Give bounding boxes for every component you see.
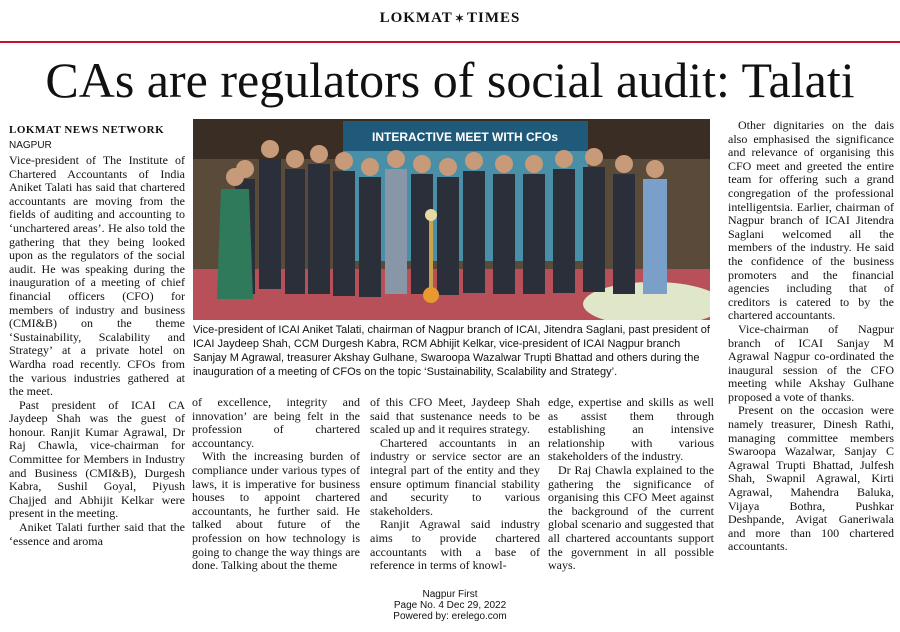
masthead-logo (0, 10, 900, 27)
masthead-emblem-icon: ✶ (454, 13, 466, 25)
event-photo (193, 119, 710, 320)
paragraph: Vice-chairman of Nagpur branch of ICAI Sanjay M Agrawal Nagpur co-ordinated the inaugural session of the CFO meeting while Akshay Gulhane proposed a vote of thanks. (728, 321, 894, 404)
article-column-2 (192, 396, 360, 573)
paragraph: edge, expertise and skills as well as assist them through establishing an intensive relationship with various stakeholders of the industry. (548, 395, 714, 464)
footer-page-date: Page No. 4 Dec 29, 2022 (393, 600, 507, 611)
paragraph: Other dignitaries on the dais also emphasised the significance and relevance of organising this CFO meet and greeted the entire team for offering such a grand congregation of the professional intelligentsia. Earlier, chairman of Nagpur branch of ICAI Jitendra Saglani welcomed all the members of the industry. He said the confidence of the business promoters and the financial agencies including that of creditors is catered to by the chartered accountants. (728, 118, 894, 323)
masthead-left: LOKMAT (379, 10, 453, 26)
dateline: NAGPUR (9, 140, 52, 151)
paragraph: of this CFO Meet, Jaydeep Shah said that sustenance needs to be scaled up and it requires strategy. (370, 395, 540, 437)
masthead-divider (0, 41, 900, 43)
footer-powered-by[interactable]: Powered by: erelego.com (393, 611, 507, 622)
byline: LOKMAT NEWS NETWORK (9, 124, 165, 136)
paragraph: Chartered accountants in an industry or service sector are an integral part of the entity and they ensure optimum financial stability and security to various stakeholders. (370, 435, 540, 518)
paragraph: Aniket Talati further said that the ‘essence and aroma (9, 520, 185, 548)
page-footer (0, 589, 900, 622)
photo-caption: Vice-president of ICAI Aniket Talati, chairman of Nagpur branch of ICAI, Jitendra Saglani, past president of ICAI Jaydeep Shah, CCM Durgesh Kabra, RCM Abhijit Kelkar, vice-president of ICAI Nagpur branch Sanjay M Agrawal, treasurer Akshay Gulhane, Swaroopa Wazalwar Trupti Bhattad and others during the inauguration of a meeting of CFOs on the topic ‘Sustainability, Scalability and Strategy’. (193, 324, 710, 378)
paragraph: of excellence, integrity and innovation’ are being felt in the profession of chartered accountancy. (192, 395, 360, 450)
paragraph: Ranjit Agrawal said industry aims to provide chartered accountants with a base of reference in terms of knowl- (370, 517, 540, 573)
headline: CAs are regulators of social audit: Talati (45, 52, 855, 108)
photo-banner: INTERACTIVE MEET WITH CFOs (372, 130, 558, 144)
paragraph: Past president of ICAI CA Jaydeep Shah was the guest of honour. Ranjit Kumar Agrawal, Dr Raj Chawla, vice-chairman for Committee for Members in Industry and Business (CMI&B), Durgesh Kabra, Sushil Goyal, Piyush Chajjed and Abhijit Kelkar were present in the meeting. (9, 397, 185, 521)
footer-edition: Nagpur First (422, 589, 478, 600)
paragraph: With the increasing burden of compliance under various types of laws, it is imperative for business houses to appoint chartered accountants, he further said. He talked about future of the profession on how technology is going to change the way things are done. Talking about the theme (192, 449, 360, 573)
paragraph: Present on the occasion were namely treasurer, Dinesh Rathi, managing committee members Swaroopa Wazalwar, Sanjay C Agrawal Trupti Bhattad, Julfesh Shah, Swapnil Agrawal, Kirti Agrawal, Mahendra Baluka, Vijaya Bothra, Pushkar Deshpande, Avigat Ganeriwala and more than 100 chartered accountants. (728, 403, 894, 554)
article-column-1 (9, 154, 185, 548)
paragraph: Dr Raj Chawla explained to the gathering the significance of organising this CFO Meet against the background of the current global scenario and suggested that all chartered accountants support the government in all possible ways. (548, 462, 714, 573)
article-column-5 (728, 119, 894, 554)
article-column-3 (370, 396, 540, 573)
masthead-right: TIMES (467, 10, 521, 26)
paragraph: Vice-president of The Institute of Chartered Accountants of India Aniket Talati has said that chartered accountants are moving from the fields of auditing and accounting to ‘unchartered areas’. He also told the gathering that they being looked upon as the regulators of the social audit. He was speaking during the inauguration of a meeting of chief financial officers (CFO) for members of industry and business (CMI&B) on the theme ‘Sustainability, Scalability and Strategy’ at a private hotel on Wardha road recently. CFOs from the various industries gathered at the meet. (9, 153, 185, 399)
article-column-4 (548, 396, 714, 573)
